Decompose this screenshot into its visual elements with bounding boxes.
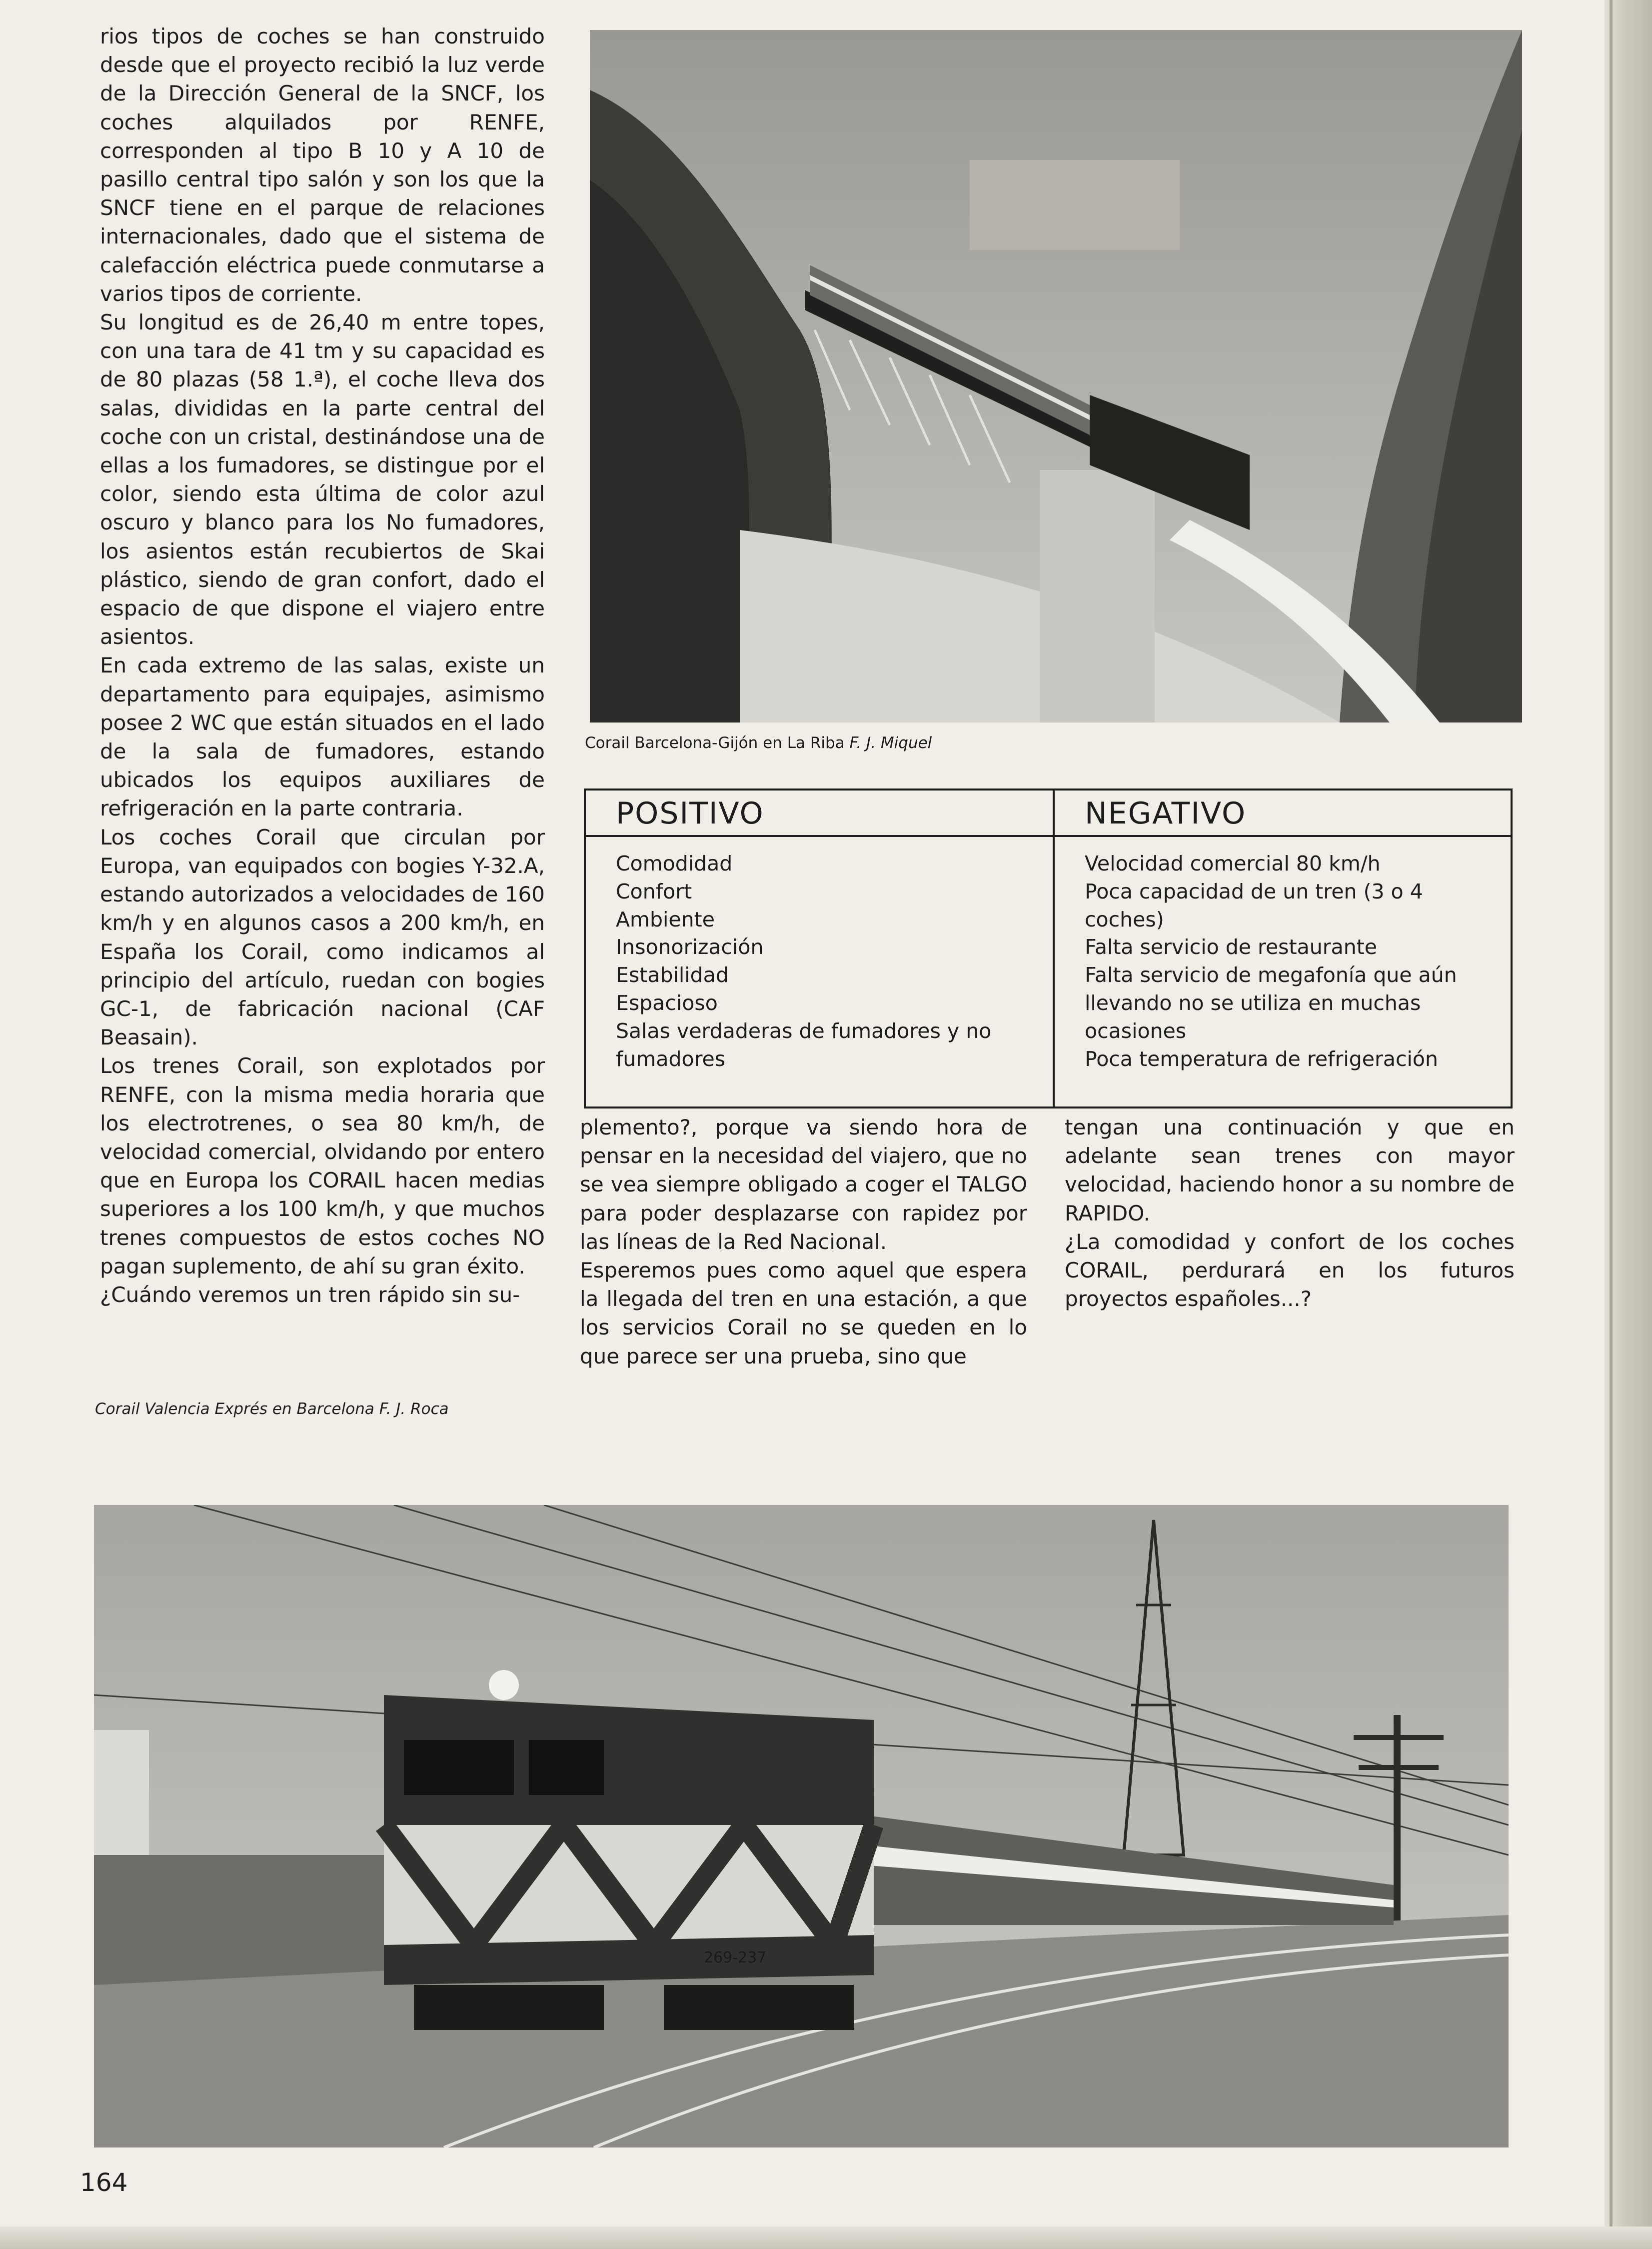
list-item: Falta servicio de restaurante: [1085, 935, 1377, 960]
list-item: Insonorización: [616, 935, 764, 960]
paragraph: plemento?, porque va siendo hora de pensar en la necesidad del viajero, que no se vea siempre obligado a coger el TALGO para poder desplazarse con rapidez por las líneas de la Red Nacional.: [580, 1115, 1027, 1254]
photo-corail-barcelona: [94, 1505, 1509, 2148]
paragraph: ¿Cuándo veremos un tren rápido sin su-: [100, 1282, 520, 1307]
list-item: Estabilidad: [616, 963, 729, 988]
paragraph: tengan una continuación y que en adelante sean trenes con mayor velocidad, haciendo honor a su nombre de RAPIDO.: [1065, 1115, 1515, 1226]
paragraph: En cada extremo de las salas, existe un departamento para equipajes, asimismo posee 2 WC que están situados en el lado de la sala de fumadores, estando ubicados los equipos auxiliares de refrigeración en la parte contraria.: [100, 653, 545, 821]
caption-top-photo: [585, 733, 932, 753]
list-item: Poca temperatura de refrigeración: [1085, 1046, 1438, 1071]
list-item: Ambiente: [616, 907, 715, 932]
middle-column: [580, 1113, 1027, 1370]
list-item: Salas verdaderas de fumadores y no fumadores: [616, 1018, 992, 1071]
list-item: Comodidad: [616, 852, 733, 876]
paragraph: rios tipos de coches se han construido desde que el proyecto recibió la luz verde de la Dirección General de la SNCF, los coches alquilados por RENFE, corresponden al tipo B 10 y A 10 de pasillo central tipo salón y son los que la SNCF tiene en el parque de relaciones internacionales, dado que el sistema de calefacción eléctrica puede conmutarse a varios tipos de corriente.: [100, 24, 545, 306]
positive-title: POSITIVO: [586, 790, 1053, 837]
left-column: [100, 22, 545, 1309]
paragraph: Los coches Corail que circulan por Europa, van equipados con bogies Y-32.A, estando autorizados a velocidades de 160 km/h y en algunos casos a 200 km/h, en España los Corail, como indicamos al principio del artículo, ruedan con bogies GC-1, de fabricación nacional (CAF Beasain).: [100, 824, 545, 1050]
paragraph: ¿La comodidad y confort de los coches CORAIL, perdurará en los futuros proyectos españoles...?: [1065, 1229, 1515, 1312]
caption-text: Corail Barcelona-Gijón en La Riba: [585, 734, 850, 752]
list-item: Velocidad comercial 80 km/h: [1085, 852, 1381, 876]
right-column: [1065, 1113, 1515, 1313]
paragraph: Su longitud es de 26,40 m entre topes, con una tara de 41 tm y su capacidad es de 80 plazas (58 1.ª), el coche lleva dos salas, divididas en la parte central del coche con un cristal, destinándose una de ellas a los fumadores, se distingue por el color, siendo esta última de color azul oscuro y blanco para los No fumadores, los asientos están recubiertos de Skai plástico, siendo de gran confort, dado el espacio de que dispone el viajero entre asientos.: [100, 310, 545, 650]
list-item: Poca capacidad de un tren (3 o 4 coches): [1085, 879, 1423, 932]
negative-list: [1055, 837, 1511, 1073]
bottom-edge: [0, 2226, 1652, 2249]
photo-corail-la-riba: [590, 30, 1522, 722]
locomotive-train-photo: [94, 1505, 1509, 2148]
page-number: 164: [80, 2168, 128, 2197]
page-edge: [1605, 0, 1652, 2249]
bridge-train-photo: [590, 30, 1522, 722]
list-item: Falta servicio de megafonía que aún llevando no se utiliza en muchas ocasiones: [1085, 963, 1457, 1043]
positive-column: [586, 790, 1055, 1106]
caption-bottom-photo: Corail Valencia Exprés en Barcelona F. J. Roca: [95, 1400, 449, 1418]
list-item: Confort: [616, 879, 692, 904]
list-item: Espacioso: [616, 990, 718, 1015]
caption-credit: F. J. Miquel: [849, 734, 932, 752]
paragraph: Esperemos pues como aquel que espera la llegada del tren en una estación, a que los servicios Corail no se queden en lo que parece ser una prueba, sino que: [580, 1258, 1027, 1368]
negative-title: NEGATIVO: [1055, 790, 1511, 837]
paragraph: Los trenes Corail, son explotados por RENFE, con la misma media horaria que los electrotrenes, o sea 80 km/h, de velocidad comercial, olvidando por entero que en Europa los CORAIL hacen medias superiores a los 100 km/h, y que muchos trenes compuestos de estos coches NO pagan suplemento, de ahí su gran éxito.: [100, 1054, 545, 1278]
negative-column: [1055, 790, 1511, 1106]
pros-cons-box: [584, 788, 1513, 1108]
locomotive-number: 269-237: [704, 1949, 767, 1966]
positive-list: [586, 837, 1053, 1073]
